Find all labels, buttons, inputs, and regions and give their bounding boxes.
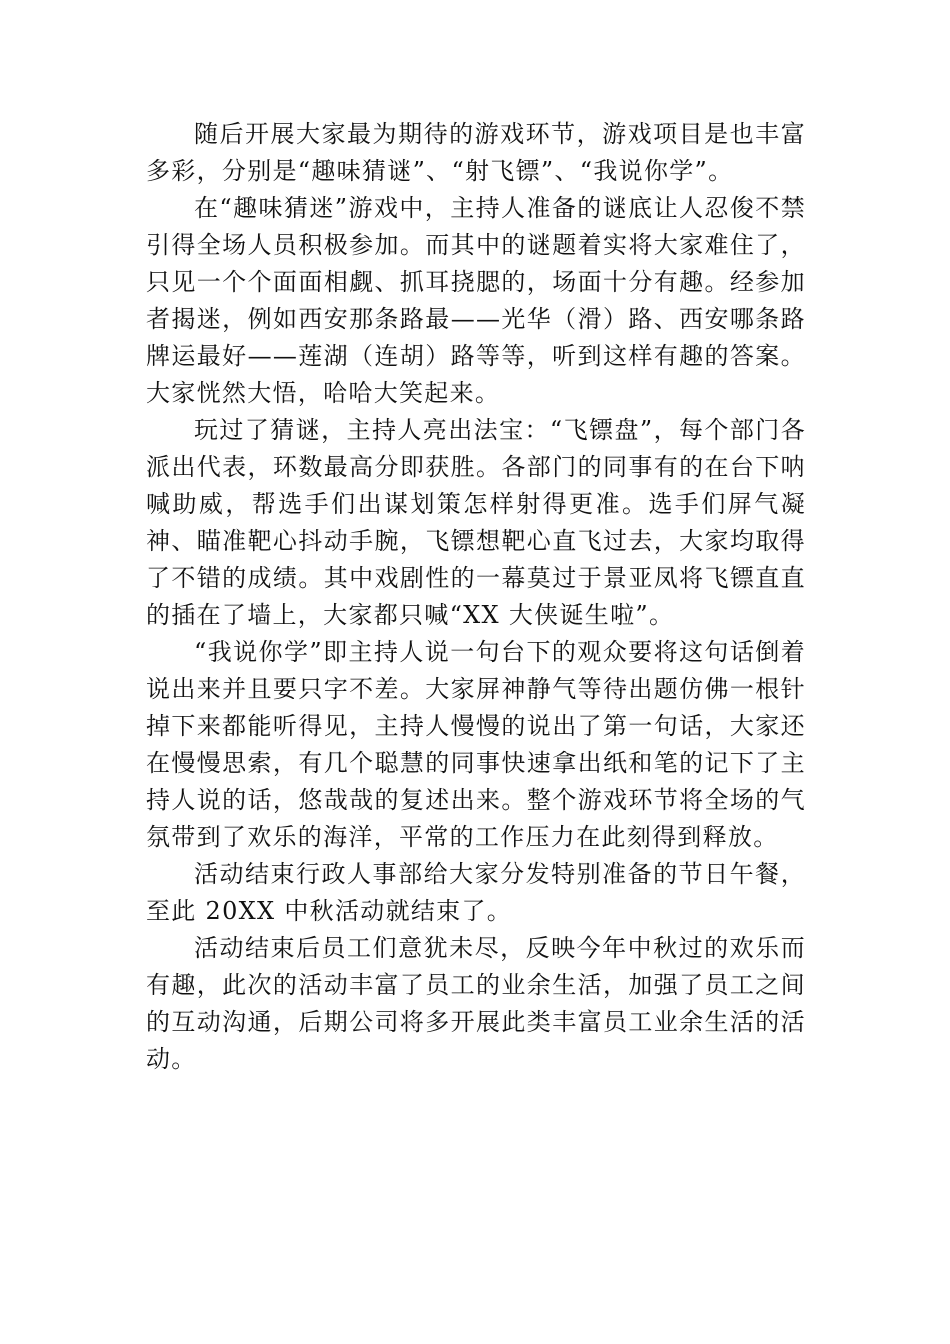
paragraph-conclusion: 活动结束后员工们意犹未尽，反映今年中秋过的欢乐而有趣，此次的活动丰富了员工的业余生活，加强了员工之间的互动沟通，后期公司将多开展此类丰富员工业余生活的活动。 <box>146 934 806 1073</box>
document-body <box>146 116 806 1078</box>
paragraph-lunch: 活动结束行政人事部给大家分发特别准备的节日午餐，至此 20XX 中秋活动就结束了。 <box>146 860 806 925</box>
paragraph-game-intro: 随后开展大家最为期待的游戏环节，游戏项目是也丰富多彩，分别是“趣味猜谜”、“射飞镖”、“我说你学”。 <box>146 120 806 185</box>
paragraph-riddle-game: 在“趣味猜迷”游戏中，主持人准备的谜底让人忍俊不禁引得全场人员积极参加。而其中的谜题着实将大家难住了，只见一个个面面相觑、抓耳挠腮的，场面十分有趣。经参加者揭迷，例如西安那条路最——光华（滑）路、西安哪条路牌运最好——莲湖（连胡）路等等，听到这样有趣的答案。大家恍然大悟，哈哈大笑起来。 <box>146 194 806 407</box>
paragraph-darts-game: 玩过了猜谜，主持人亮出法宝：“飞镖盘”，每个部门各派出代表，环数最高分即获胜。各部门的同事有的在台下呐喊助威，帮选手们出谋划策怎样射得更准。选手们屏气凝神、瞄准靶心抖动手腕，飞镖想靶心直飞过去，大家均取得了不错的成绩。其中戏剧性的一幕莫过于景亚凤将飞镖直直的插在了墙上，大家都只喊“XX 大侠诞生啦”。 <box>146 416 806 629</box>
paragraph-repeat-game: “我说你学”即主持人说一句台下的观众要将这句话倒着说出来并且要只字不差。大家屏神静气等待出题仿佛一根针掉下来都能听得见，主持人慢慢的说出了第一句话，大家还在慢慢思索，有几个聪慧的同事快速拿出纸和笔的记下了主持人说的话，悠哉哉的复述出来。整个游戏环节将全场的气氛带到了欢乐的海洋，平常的工作压力在此刻得到释放。 <box>146 638 806 851</box>
